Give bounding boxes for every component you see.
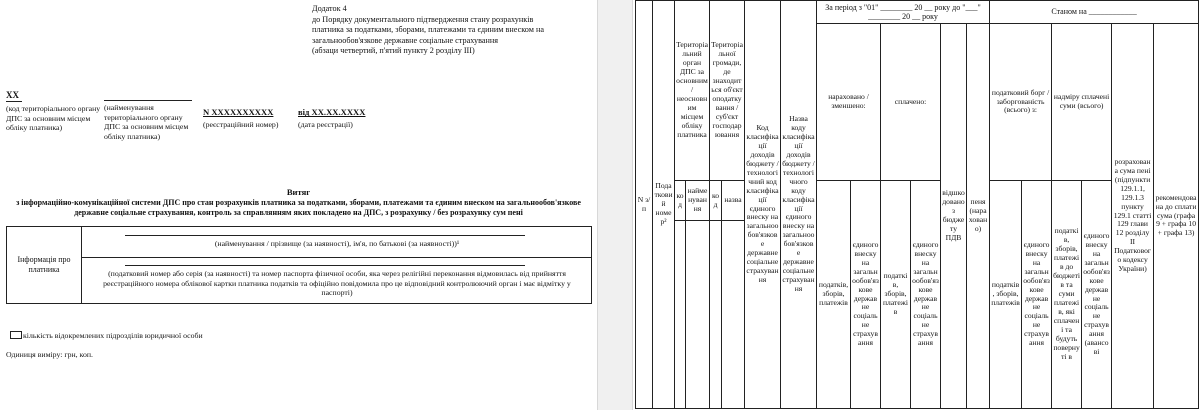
- organ-code-value: XX: [6, 90, 22, 102]
- organ-code-caption: (код територіального органу ДПС за основним місцем обліку платника): [6, 104, 101, 133]
- subdivisions-label: кількість відокремлених підрозділів юридичної особи: [23, 331, 203, 340]
- organ-name-line: [104, 100, 192, 101]
- payer-info-label: Інформація про платника: [7, 227, 82, 303]
- reg-date-caption: (дата реєстрації): [298, 120, 353, 129]
- appendix-note: [312, 4, 582, 57]
- calculated-penalty-header: розрахована сума пені (підпункти 129.1.1, 129.1.3 пункту 129.1 статті 129 глави 12 розділу ІІ Податкового кодексу України): [1112, 24, 1154, 409]
- sub-esv-overpaid: єдиного внеску на загальнообов'язкове державне соціальне страхування (авансові: [1082, 181, 1112, 409]
- refunded-vat-header: відшкодовано з бюджету ПДВ: [941, 24, 967, 409]
- payer-taxnum-line: [125, 265, 525, 266]
- recommended-sum-header: рекомендована до сплати сума (графа 9 + графа 10 + графа 13): [1154, 24, 1199, 409]
- appendix-line: (абзаци четвертий, п'ятий пункту 2 розділу ІІІ): [312, 46, 475, 55]
- sub-esv-paid: єдиного внеску на загальнообов'язкове державне соціальне страхування: [911, 181, 941, 409]
- appendix-line: платника за податками, зборами, платежами та єдиним внеском на: [312, 25, 544, 34]
- tax-debt-header: податковий борг / заборгованість (всього) з:: [990, 24, 1052, 181]
- accrued-header: нараховано / зменшено:: [817, 24, 881, 181]
- penalty-header: пеня (нараховано): [967, 24, 990, 409]
- document-title: Витяг: [286, 187, 311, 197]
- right-page: [633, 0, 1200, 410]
- subdivisions-checkbox[interactable]: [10, 331, 22, 339]
- reg-number-caption: (реєстраційний номер): [203, 120, 279, 129]
- sub-name-community: назва: [722, 181, 745, 221]
- appendix-line: до Порядку документального підтвердження стану розрахунків: [312, 14, 534, 24]
- blank-cell: [710, 221, 722, 409]
- sub-esv-accrued: єдиного внеску на загальнообов'язкове державне соціальне страхування: [851, 181, 881, 409]
- blank-cell: [722, 221, 745, 409]
- payer-taxnum-caption: (податковий номер або серія (за наявності) та номер паспорта фізичної особи, яка через релігійні переконання відмовилась від прийняття реєстраційного номера облікової картки платника податків та офіційно повідомила про це відповідний контролюючий орган і має відмітку у паспорті): [103, 269, 571, 298]
- balance-table: [635, 0, 1199, 409]
- payer-info-divider: [81, 257, 591, 258]
- payer-name-caption: (найменування / прізвище (за наявності), ім'я, по батькові (за наявності))¹: [214, 239, 460, 248]
- sub-taxes-debt: податків, зборів, платежів: [990, 181, 1022, 409]
- sub-code-organ: код: [675, 181, 686, 221]
- unit-label: Одиниця виміру: грн, коп.: [6, 350, 93, 359]
- col-tax-number: Податковий номер²: [653, 1, 675, 409]
- payer-info-box: [6, 226, 592, 304]
- reg-number-value: N XXXXXXXXXX: [203, 107, 274, 117]
- overpaid-header: надміру сплачені суми (всього): [1052, 24, 1112, 181]
- sub-name-organ: найменування: [686, 181, 710, 221]
- payer-name-line: [125, 235, 525, 236]
- document-subtitle: з інформаційно-комунікаційної системи ДПС про стан розрахунків платника за податками, зборами, платежами та єдиним внеском на загальнообов'язкове державне соціальне страхування, контроль за справлянням яких покладено на ДПС, з розрахунку / без розрахунку сум пені: [16, 198, 581, 218]
- col-number: N з/п: [636, 1, 653, 409]
- page-gap: [597, 0, 633, 410]
- paid-header: сплачено:: [881, 24, 941, 181]
- reg-date-value: від XX.XX.XXXX: [298, 107, 366, 117]
- appendix-line: Додаток 4: [312, 4, 347, 13]
- left-page: [0, 0, 597, 410]
- col-budget-name: Назва коду класифікації доходів бюджету / технологічного коду класифікації єдиного внеску на загальнообов'язкове державне соціальне страхування: [781, 1, 817, 409]
- blank-cell: [675, 221, 686, 409]
- organ-name-caption: (найменування територіального органу ДПС за основним місцем обліку платника): [104, 103, 189, 142]
- sub-taxes-overpaid: податків, зборів, платежів до бюджетів та суми платежів, які сплачені та будуть повернуті в: [1052, 181, 1082, 409]
- sub-code-community: код: [710, 181, 722, 221]
- blank-cell: [686, 221, 710, 409]
- state-header: Станом на ____________: [990, 1, 1199, 24]
- sub-esv-debt: єдиного внеску на загальнообов'язкове державне соціальне страхування: [1022, 181, 1052, 409]
- appendix-line: загальнообов'язкове державне соціальне страхування: [312, 35, 498, 45]
- period-header: За період з "01" ________ 20 __ року до "___" ________ 20 __ року: [817, 1, 990, 24]
- sub-taxes-paid: податків, зборів, платежів: [881, 181, 911, 409]
- col-budget-code: Код класифікації доходів бюджету / технологічний код класифікації єдиного внеску на загальнообов'язкове державне соціальне страхування: [745, 1, 781, 409]
- col-territorial-organ: Територіальний орган ДПС за основним / неосновним місцем обліку платника: [675, 1, 710, 181]
- col-territorial-community: Територіальної громади, де знаходиться об'єкт оподаткування / суб'єкт господарювання: [710, 1, 745, 181]
- sub-taxes-accrued: податків, зборів, платежів: [817, 181, 851, 409]
